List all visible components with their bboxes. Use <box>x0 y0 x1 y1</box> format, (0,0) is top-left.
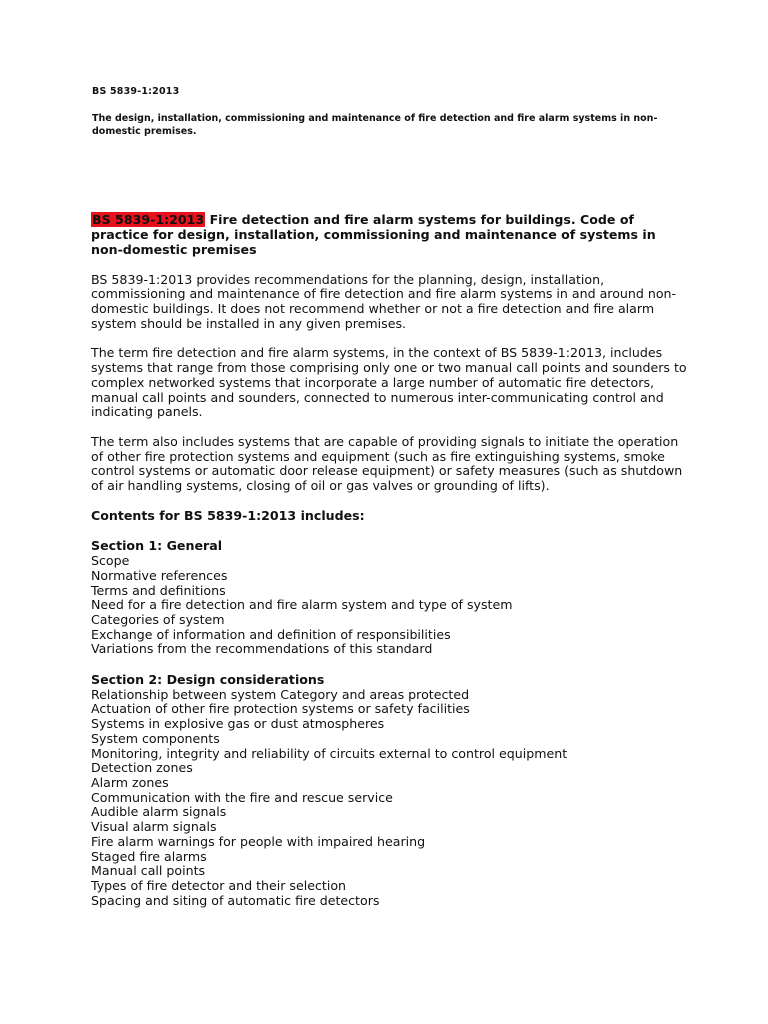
title-text: Fire detection and fire alarm systems for buildings. Code of practice for design, installation, commissioning and maintenance of systems in non-domestic premises <box>91 212 656 258</box>
list-item: Normative references <box>91 567 228 583</box>
list-item: Visual alarm signals <box>91 819 217 835</box>
list-item: Systems in explosive gas or dust atmospheres <box>91 716 385 732</box>
paragraph-scope-term: The term fire detection and fire alarm systems, in the context of BS 5839-1:2013, includes systems that range from those comprising only one or two manual call points and sounders to complex networked systems that incorporate a large number of automatic fire detectors, manual call points and sounders, connected to numerous inter-communicating control and indicating panels. <box>91 345 687 420</box>
list-item: Audible alarm signals <box>91 804 227 820</box>
list-item: Terms and definitions <box>91 582 226 598</box>
list-item: Alarm zones <box>91 775 169 790</box>
list-item: Fire alarm warnings for people with impaired hearing <box>91 833 426 849</box>
list-item: Spacing and siting of automatic fire detectors <box>91 892 380 908</box>
document-title <box>91 212 691 258</box>
list-item: Staged fire alarms <box>91 848 207 864</box>
section-heading: Section 1: General <box>91 538 223 554</box>
section-general <box>91 539 691 657</box>
list-item: Communication with the fire and rescue service <box>91 789 393 805</box>
list-item: Actuation of other fire protection systems or safety facilities <box>91 701 470 717</box>
list-item: Manual call points <box>91 863 206 879</box>
list-item: Relationship between system Category and areas protected <box>91 686 470 702</box>
paragraph-also-includes: The term also includes systems that are capable of providing signals to initiate the operation of other fire protection systems and equipment (such as fire extinguishing systems, smoke control systems or automatic door release equipment) or safety measures (such as shutdown of air handling systems, closing of oil or gas valves or grounding of lifts). <box>91 433 683 494</box>
header-standard-code: BS 5839-1:2013 <box>92 86 180 97</box>
list-item: System components <box>91 730 220 746</box>
list-item: Types of fire detector and their selection <box>91 877 347 893</box>
section-heading: Section 2: Design considerations <box>91 672 325 688</box>
list-item: Need for a fire detection and fire alarm system and type of system <box>91 597 513 613</box>
list-item: Monitoring, integrity and reliability of circuits external to control equipment <box>91 745 568 761</box>
main-content <box>91 212 691 924</box>
list-item: Scope <box>91 553 130 569</box>
contents-heading: Contents for BS 5839-1:2013 includes: <box>91 507 365 523</box>
list-item: Detection zones <box>91 760 193 776</box>
title-highlight: BS 5839-1:2013 <box>92 212 205 227</box>
list-item: Categories of system <box>91 611 225 627</box>
section-design-considerations <box>91 673 691 908</box>
paragraph-intro: BS 5839-1:2013 provides recommendations for the planning, design, installation, commissioning and maintenance of fire detection and fire alarm systems in and around non-domestic buildings. It does not recommend whether or not a fire detection and fire alarm system should be installed in any given premises. <box>91 271 677 331</box>
list-item: Exchange of information and definition of responsibilities <box>91 626 451 642</box>
header-description: The design, installation, commissioning and maintenance of fire detection and fire alarm systems in non-domestic premises. <box>92 113 658 137</box>
list-item: Variations from the recommendations of this standard <box>91 641 433 657</box>
